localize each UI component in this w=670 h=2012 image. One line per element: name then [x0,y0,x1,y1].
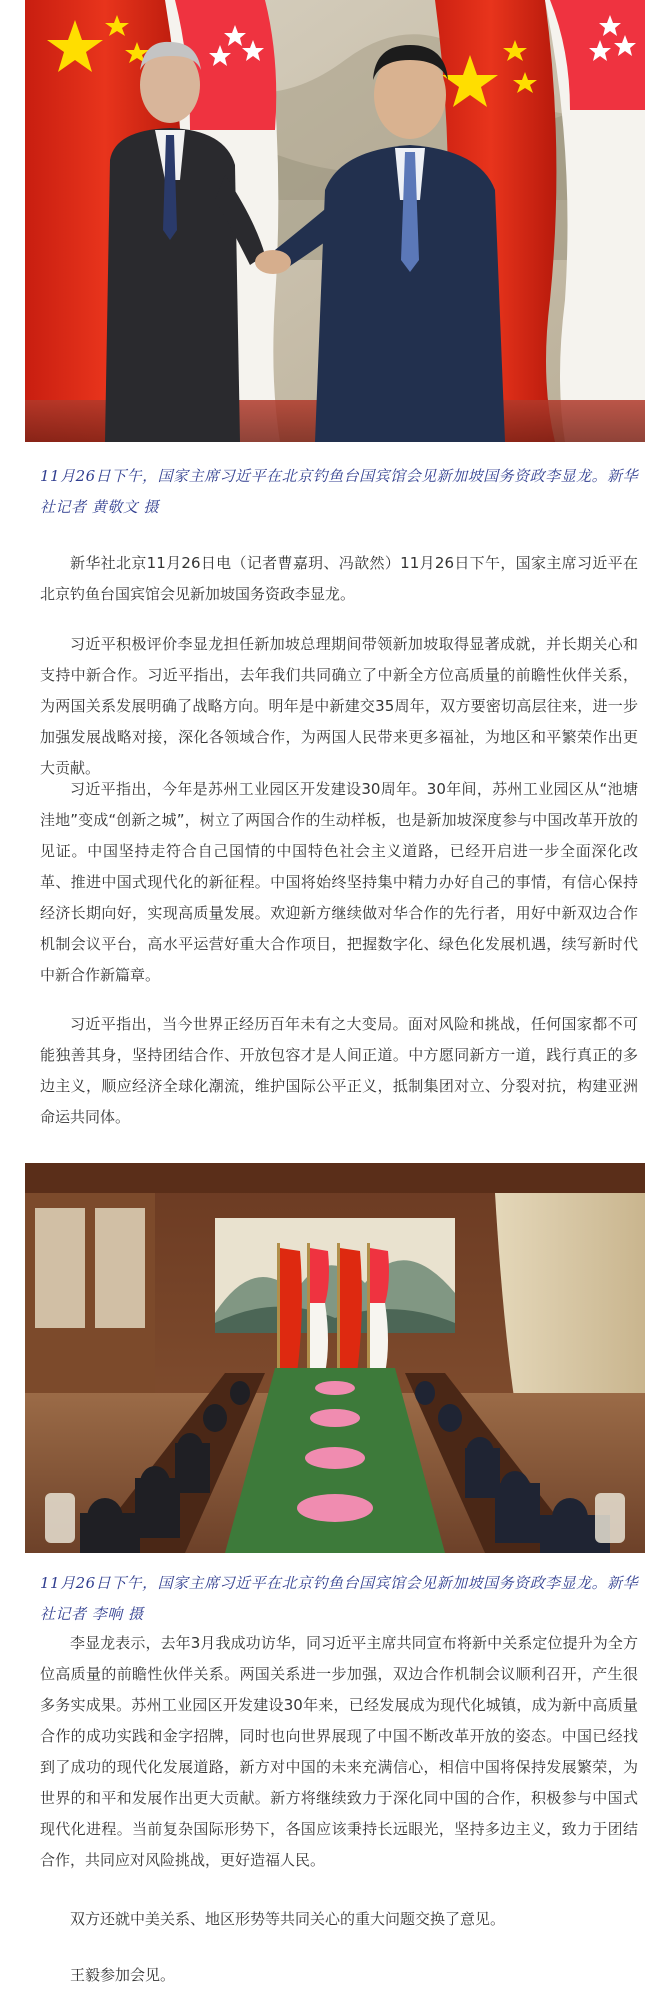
article-paragraph: 王毅参加会见。 [70,1966,176,1984]
article-paragraph: 习近平指出，当今世界正经历百年未有之大变局。面对风险和挑战，任何国家都不可能独善其身，坚持团结合作、开放包容才是人间正道。中方愿同新方一道，践行真正的多边主义，顺应经济全球化潮流，维护国际公平正义，抵制集团对立、分裂对抗，构建亚洲命运共同体。 [40,1015,638,1126]
photo-caption: 11月26日下午，国家主席习近平在北京钓鱼台国宾馆会见新加坡国务资政李显龙。新华社记者 李响 摄 [40,1574,639,1623]
article-paragraph: 李显龙表示，去年3月我成功访华，同习近平主席共同宣布将新中关系定位提升为全方位高质量的前瞻性伙伴关系。两国关系进一步加强，双边合作机制会议顺利召开，产生很多务实成果。苏州工业园区开发建设30年来，已经发展成为现代化城镇，成为新中高质量合作的成功实践和金字招牌，同时也向世界展现了中国不断改革开放的姿态。中国已经找到了成功的现代化发展道路，新方对中国的未来充满信心，相信中国将保持发展繁荣，为世界的和平和发展作出更大贡献。新方将继续致力于深化同中国的合作，积极参与中国式现代化进程。当前复杂国际形势下，各国应该秉持长远眼光，坚持多边主义，致力于团结合作，共同应对风险挑战，更好造福人民。 [40,1634,638,1869]
handshake-image [25,0,645,442]
article-paragraph: 新华社北京11月26日电（记者曹嘉玥、冯歆然）11月26日下午，国家主席习近平在北京钓鱼台国宾馆会见新加坡国务资政李显龙。 [40,554,638,603]
photo-caption: 11月26日下午，国家主席习近平在北京钓鱼台国宾馆会见新加坡国务资政李显龙。新华社记者 黄敬文 摄 [40,467,639,516]
article-paragraph: 习近平积极评价李显龙担任新加坡总理期间带领新加坡取得显著成就，并长期关心和支持中新合作。习近平指出，去年我们共同确立了中新全方位高质量的前瞻性伙伴关系，为两国关系发展明确了战略方向。明年是中新建交35周年，双方要密切高层往来，进一步加强发展战略对接，深化各领域合作，为两国人民带来更多福祉，为地区和平繁荣作出更大贡献。 [40,635,638,777]
meeting-room-image [25,1163,645,1553]
article-paragraph: 双方还就中美关系、地区形势等共同关心的重大问题交换了意见。 [70,1910,506,1928]
handshake-photo [25,0,645,442]
meeting-room-photo [25,1163,645,1553]
article-paragraph: 习近平指出，今年是苏州工业园区开发建设30周年。30年间，苏州工业园区从“池塘洼地”变成“创新之城”，树立了两国合作的生动样板，也是新加坡深度参与中国改革开放的见证。中国坚持走符合自己国情的中国特色社会主义道路，已经开启进一步全面深化改革、推进中国式现代化的新征程。中国将始终坚持集中精力办好自己的事情，有信心保持经济长期向好，实现高质量发展。欢迎新方继续做对华合作的先行者，用好中新双边合作机制会议平台，高水平运营好重大合作项目，把握数字化、绿色化发展机遇，续写新时代中新合作新篇章。 [40,780,638,984]
